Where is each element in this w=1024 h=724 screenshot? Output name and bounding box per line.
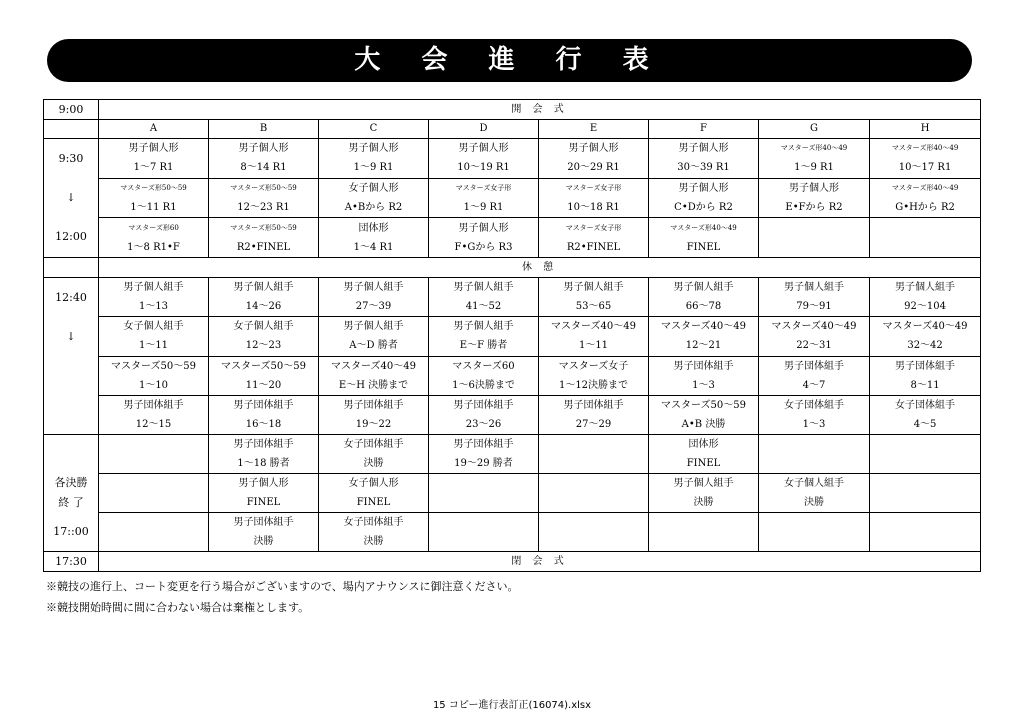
event-name: 男子団体組手: [784, 360, 844, 372]
event-cell: [429, 218, 539, 258]
event-name: マスターズ形50〜59: [120, 183, 187, 192]
event-range: [99, 532, 208, 551]
schedule-row: [44, 435, 981, 474]
event-name: マスターズ50〜59: [661, 399, 746, 411]
footer-filename: 15 コピー進行表訂正(16074).xlsx: [432, 700, 592, 711]
event-cell: [209, 356, 319, 395]
event-cell: [759, 513, 870, 552]
break-label: 休 憩: [99, 258, 981, 278]
event-range: [429, 532, 538, 551]
event-cell: [649, 278, 759, 317]
event-name: マスターズ女子形: [565, 223, 622, 232]
event-cell: [319, 317, 429, 356]
event-name: 男子個人形: [238, 143, 289, 155]
event-range: 1〜9 R1: [353, 162, 394, 174]
note-2: ※競技開始時間に間に合わない場合は棄権とします。: [46, 601, 310, 614]
event-range: 8〜14 R1: [240, 162, 287, 174]
event-range: [870, 238, 980, 257]
event-cell: [759, 435, 870, 474]
event-range: A•Bから R2: [344, 201, 403, 213]
event-name: マスターズ40〜49: [882, 321, 968, 333]
court-header-d: D: [429, 120, 539, 139]
event-cell: [539, 317, 649, 356]
event-name: 男子個人組手: [895, 282, 956, 294]
event-cell: [99, 178, 209, 218]
event-range: 23〜26: [465, 418, 502, 430]
court-header-h: H: [870, 120, 981, 139]
event-range: 92〜104: [904, 301, 946, 313]
event-cell: [209, 395, 319, 434]
court-header-e: E: [539, 120, 649, 139]
schedule-row: [44, 356, 981, 395]
event-cell: [870, 278, 981, 317]
court-header-c: C: [319, 120, 429, 139]
event-name: [759, 219, 869, 238]
event-cell: [759, 356, 870, 395]
court-header-b: B: [209, 120, 319, 139]
event-range: 1〜9 R1: [794, 162, 834, 174]
event-range: 12〜15: [135, 418, 172, 430]
event-cell: [209, 139, 319, 179]
event-cell: [870, 139, 981, 179]
event-name: 女子団体組手: [343, 517, 404, 528]
event-name: マスターズ50〜59: [221, 360, 306, 372]
event-cell: [319, 356, 429, 395]
event-range: 1〜6決勝まで: [452, 379, 515, 391]
event-name: 団体形: [358, 222, 389, 234]
event-name: 女子個人組手: [123, 321, 184, 333]
event-name: [870, 435, 980, 454]
morning-end-time: 12:00: [55, 230, 87, 243]
event-cell: [539, 395, 649, 434]
event-cell: [649, 178, 759, 218]
event-range: [759, 454, 869, 473]
event-range: 27〜29: [575, 418, 612, 430]
event-cell: [429, 139, 539, 179]
event-name: [429, 474, 538, 493]
event-name: [99, 474, 208, 493]
event-range: 1〜7 R1: [133, 162, 174, 174]
event-name: [870, 513, 980, 532]
event-cell: [209, 513, 319, 552]
event-name: 男子個人組手: [233, 282, 294, 294]
event-cell: [99, 474, 209, 513]
schedule-row: [44, 278, 981, 317]
close-time: 17:30: [44, 552, 99, 572]
event-range: 32〜42: [907, 340, 943, 352]
court-header-a: A: [99, 120, 209, 139]
event-range: 1〜10: [138, 379, 169, 391]
event-range: 10〜19 R1: [457, 162, 510, 174]
event-cell: [649, 317, 759, 356]
event-range: R2•FINEL: [566, 241, 621, 253]
event-cell: [759, 139, 870, 179]
event-cell: [319, 474, 429, 513]
event-name: 女子個人形: [348, 182, 399, 194]
event-name: 女子団体組手: [784, 399, 844, 411]
court-header-g: G: [759, 120, 870, 139]
schedule-row: [44, 218, 981, 258]
event-name: 女子個人組手: [784, 478, 844, 489]
finals-time-cell: [44, 435, 99, 552]
event-range: [870, 532, 980, 551]
closing-row: [44, 552, 981, 572]
event-name: 男子個人組手: [453, 282, 514, 294]
event-cell: [319, 435, 429, 474]
event-name: マスターズ形40〜49: [891, 183, 959, 192]
court-header-row: [44, 120, 981, 139]
event-range: 1〜12決勝まで: [558, 379, 629, 391]
event-range: FINEL: [686, 458, 721, 469]
event-range: 66〜78: [685, 301, 722, 313]
morning-start-time: 9:30: [58, 152, 84, 165]
event-cell: [209, 317, 319, 356]
event-cell: [759, 278, 870, 317]
schedule-row: [44, 395, 981, 434]
event-name: 男子個人組手: [673, 282, 734, 294]
arrow-icon: ↓: [66, 330, 76, 343]
event-cell: [870, 435, 981, 474]
schedule-table: [43, 99, 981, 572]
event-range: [870, 454, 980, 473]
event-range: FINEL: [686, 241, 721, 253]
event-name: 男子個人形: [128, 143, 179, 155]
event-cell: [870, 317, 981, 356]
event-cell: [429, 317, 539, 356]
afternoon-time-cell: [44, 278, 99, 435]
event-name: 男子個人形: [458, 222, 509, 234]
break-time-cell: [44, 258, 99, 278]
event-name: 男子団体組手: [343, 399, 404, 411]
finals-time: 17::00: [53, 525, 89, 538]
event-cell: [429, 278, 539, 317]
event-cell: [99, 317, 209, 356]
event-name: 女子個人形: [348, 478, 399, 489]
event-range: [99, 454, 208, 473]
event-name: マスターズ形40〜49: [670, 223, 737, 232]
event-cell: [759, 317, 870, 356]
event-name: [870, 474, 980, 493]
morning-time-cell: [44, 139, 99, 258]
opening-ceremony: 開 会 式: [99, 100, 981, 120]
event-range: 19〜29 勝者: [454, 458, 513, 469]
event-cell: [319, 513, 429, 552]
event-range: 決勝: [693, 497, 714, 508]
closing-ceremony: 閉 会 式: [99, 552, 981, 572]
spacer: [44, 435, 98, 473]
finals-end-label: 終 了: [58, 496, 84, 509]
event-name: 男子個人組手: [784, 282, 844, 294]
event-cell: [649, 356, 759, 395]
event-name: 男子個人形: [789, 182, 839, 194]
event-cell: [649, 513, 759, 552]
event-cell: [539, 218, 649, 258]
event-name: 男子個人組手: [563, 282, 624, 294]
event-cell: [429, 513, 539, 552]
event-name: マスターズ形60: [128, 223, 179, 232]
event-range: 1〜11: [578, 340, 609, 352]
event-cell: [319, 139, 429, 179]
spacer: [44, 356, 98, 434]
event-range: E〜H 決勝まで: [338, 379, 409, 391]
event-range: 14〜26: [245, 301, 282, 313]
event-cell: [99, 278, 209, 317]
event-range: 1〜11 R1: [130, 201, 177, 213]
opening-row: [44, 100, 981, 120]
page-title: 大 会 進 行 表: [47, 39, 972, 82]
event-range: 22〜31: [796, 340, 832, 352]
event-name: 男子団体組手: [453, 439, 514, 450]
event-range: 4〜7: [802, 379, 826, 391]
event-cell: [429, 356, 539, 395]
event-name: [539, 474, 648, 493]
event-range: FINEL: [246, 497, 281, 508]
event-cell: [209, 435, 319, 474]
event-name: マスターズ40〜49: [771, 321, 857, 333]
event-range: 10〜18 R1: [567, 201, 620, 213]
event-cell: [209, 278, 319, 317]
event-cell: [99, 356, 209, 395]
event-cell: [649, 218, 759, 258]
event-name: 男子個人形: [238, 478, 289, 489]
event-name: 男子個人形: [678, 182, 729, 194]
event-range: [429, 493, 538, 512]
event-name: [649, 513, 758, 532]
event-cell: [539, 139, 649, 179]
event-name: マスターズ40〜49: [661, 321, 746, 333]
event-range: 1〜13: [138, 301, 169, 313]
finals-label: 各決勝: [54, 476, 88, 489]
event-range: 決勝: [363, 458, 384, 469]
event-cell: [649, 395, 759, 434]
event-range: 30〜39 R1: [677, 162, 730, 174]
event-range: 10〜17 R1: [898, 162, 952, 174]
schedule-row: [44, 474, 981, 513]
event-cell: [99, 139, 209, 179]
event-cell: [99, 218, 209, 258]
event-range: 53〜65: [575, 301, 612, 313]
event-cell: [319, 218, 429, 258]
event-name: 男子個人組手: [343, 321, 404, 333]
event-range: C•Dから R2: [674, 201, 733, 213]
event-name: [759, 513, 869, 532]
event-cell: [649, 435, 759, 474]
event-cell: [759, 178, 870, 218]
event-range: F•Gから R3: [454, 241, 513, 253]
event-name: 男子団体組手: [233, 399, 294, 411]
event-cell: [870, 218, 981, 258]
event-cell: [539, 278, 649, 317]
event-name: マスターズ40〜49: [331, 360, 416, 372]
event-name: 女子団体組手: [895, 399, 956, 411]
event-name: マスターズ形50〜59: [230, 223, 297, 232]
event-cell: [539, 513, 649, 552]
event-range: 1〜18 勝者: [237, 458, 290, 469]
event-cell: [209, 474, 319, 513]
event-cell: [319, 395, 429, 434]
event-cell: [649, 139, 759, 179]
event-cell: [429, 474, 539, 513]
event-name: 男子団体組手: [563, 399, 624, 411]
arrow-icon: ↓: [66, 191, 76, 204]
event-range: [539, 454, 648, 473]
event-name: マスターズ女子形: [565, 183, 622, 192]
event-name: [539, 513, 648, 532]
event-name: 男子個人組手: [673, 478, 734, 489]
event-cell: [99, 435, 209, 474]
event-name: 男子団体組手: [233, 517, 294, 528]
event-range: E〜F 勝者: [459, 340, 508, 352]
break-row: [44, 258, 981, 278]
event-name: 男子個人形: [348, 143, 399, 155]
event-name: マスターズ女子: [558, 360, 629, 372]
event-cell: [209, 178, 319, 218]
event-name: マスターズ40〜49: [551, 321, 636, 333]
event-name: マスターズ60: [452, 360, 515, 372]
event-name: 男子個人形: [678, 143, 729, 155]
event-range: 決勝: [253, 536, 274, 547]
event-range: 1〜8 R1•F: [127, 241, 180, 253]
event-name: [870, 219, 980, 238]
event-name: 男子個人組手: [343, 282, 404, 294]
corner-cell: [44, 120, 99, 139]
event-name: 男子団体組手: [895, 360, 956, 372]
event-cell: [429, 395, 539, 434]
event-cell: [429, 178, 539, 218]
event-cell: [539, 474, 649, 513]
event-range: [99, 493, 208, 512]
event-cell: [759, 395, 870, 434]
event-range: [649, 532, 758, 551]
event-range: [759, 532, 869, 551]
event-range: 1〜4 R1: [353, 241, 394, 253]
schedule-row: [44, 178, 981, 218]
event-range: 12〜21: [685, 340, 722, 352]
event-range: 19〜22: [355, 418, 392, 430]
event-name: 男子個人組手: [123, 282, 184, 294]
event-cell: [870, 356, 981, 395]
event-name: [429, 513, 538, 532]
event-name: 男子団体組手: [123, 399, 184, 411]
event-range: 決勝: [363, 536, 384, 547]
event-range: [759, 238, 869, 257]
event-range: 1〜3: [692, 379, 715, 391]
event-name: [99, 513, 208, 532]
event-range: G•Hから R2: [895, 201, 955, 213]
event-range: 20〜29 R1: [567, 162, 620, 174]
event-range: 41〜52: [465, 301, 502, 313]
event-range: [870, 493, 980, 512]
event-cell: [649, 474, 759, 513]
start-time: 9:00: [44, 100, 99, 120]
event-cell: [319, 278, 429, 317]
schedule-row: [44, 513, 981, 552]
event-cell: [429, 435, 539, 474]
event-range: [539, 532, 648, 551]
event-cell: [99, 513, 209, 552]
event-name: 男子個人組手: [453, 321, 514, 333]
event-name: 男子団体組手: [673, 360, 734, 372]
event-cell: [870, 178, 981, 218]
note-1: ※競技の進行上、コート変更を行う場合がございますので、場内アナウンスに御注意ください。: [46, 580, 519, 593]
event-range: A•B 決勝: [681, 418, 726, 430]
event-name: 男子個人形: [568, 143, 619, 155]
event-name: 女子団体組手: [343, 439, 404, 450]
event-range: 12〜23: [245, 340, 282, 352]
event-range: 12〜23 R1: [237, 201, 290, 213]
event-range: FINEL: [356, 497, 391, 508]
event-range: 決勝: [804, 497, 824, 508]
event-name: マスターズ50〜59: [111, 360, 196, 372]
event-cell: [870, 513, 981, 552]
event-cell: [99, 395, 209, 434]
event-cell: [209, 218, 319, 258]
event-cell: [870, 474, 981, 513]
event-range: 79〜91: [796, 301, 832, 313]
event-range: [539, 493, 648, 512]
event-cell: [870, 395, 981, 434]
event-name: [759, 435, 869, 454]
event-range: 1〜3: [802, 418, 826, 430]
court-header-f: F: [649, 120, 759, 139]
event-name: マスターズ女子形: [455, 183, 512, 192]
afternoon-start-time: 12:40: [55, 291, 87, 304]
event-range: 16〜18: [245, 418, 282, 430]
event-cell: [759, 218, 870, 258]
event-name: 男子個人形: [458, 143, 509, 155]
event-name: マスターズ形40〜49: [891, 144, 959, 153]
event-range: 4〜5: [913, 418, 937, 430]
event-cell: [539, 356, 649, 395]
event-name: 女子個人組手: [233, 321, 294, 333]
event-range: 1〜11: [138, 340, 169, 352]
event-name: 男子団体組手: [233, 439, 294, 450]
event-cell: [539, 435, 649, 474]
event-range: A〜D 勝者: [349, 340, 398, 352]
event-name: マスターズ形50〜59: [230, 183, 297, 192]
event-range: 27〜39: [355, 301, 392, 313]
event-name: [539, 435, 648, 454]
event-name: 男子団体組手: [453, 399, 514, 411]
event-range: 8〜11: [910, 379, 940, 391]
event-name: [99, 435, 208, 454]
schedule-row: [44, 139, 981, 179]
event-cell: [539, 178, 649, 218]
event-cell: [319, 178, 429, 218]
event-range: 1〜9 R1: [463, 201, 504, 213]
event-name: 団体形: [688, 439, 719, 450]
event-name: マスターズ形40〜49: [780, 144, 848, 153]
event-range: 11〜20: [245, 379, 282, 391]
schedule-row: [44, 317, 981, 356]
event-cell: [759, 474, 870, 513]
event-range: R2•FINEL: [236, 241, 291, 253]
event-range: E•Fから R2: [785, 201, 843, 213]
